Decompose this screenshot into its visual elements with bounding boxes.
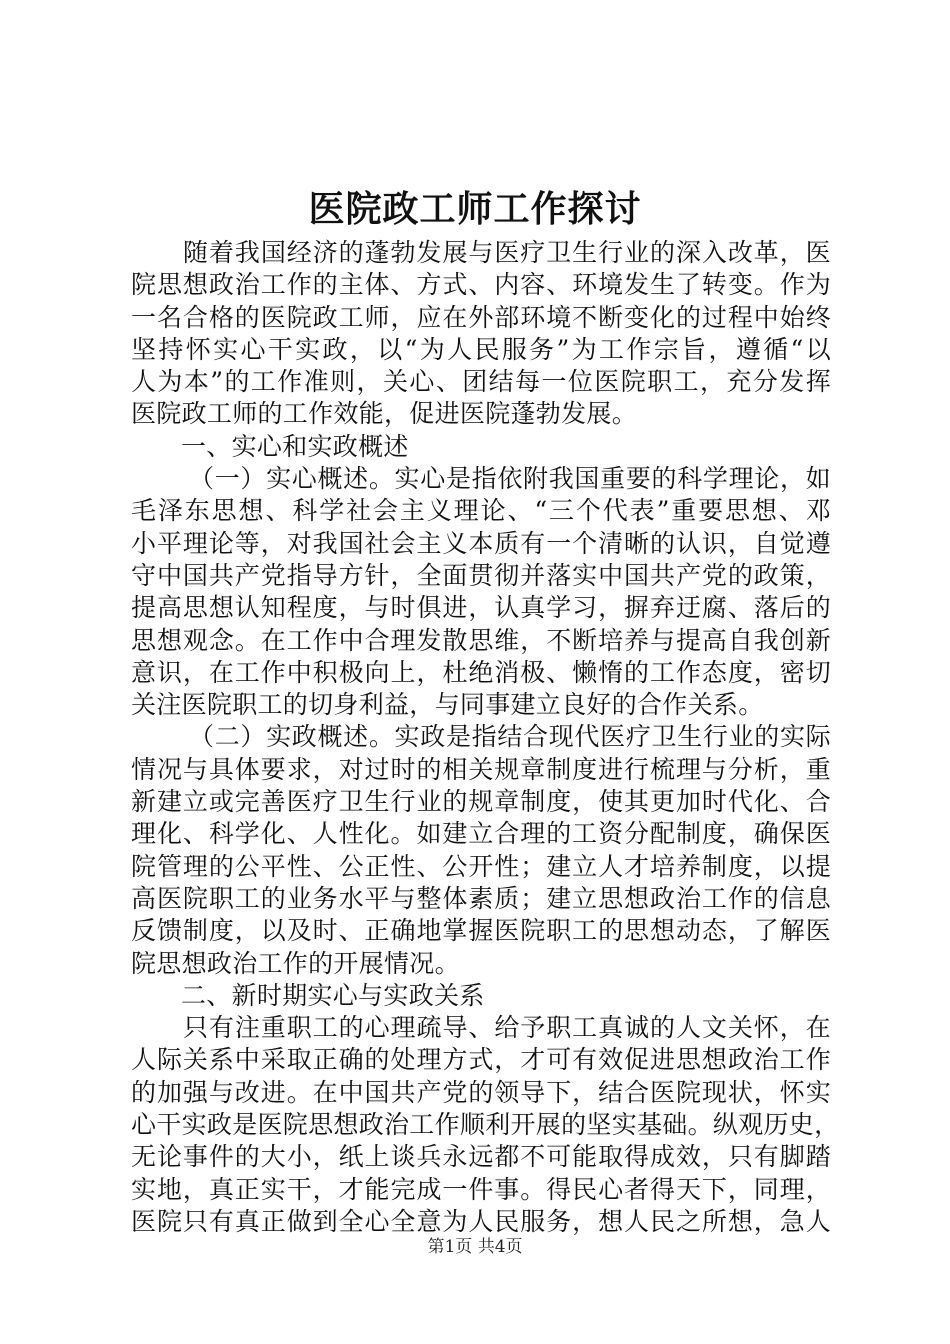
text-line: 的加强与改进。在中国共产党的领导下，结合医院现状，怀实 [131, 1077, 831, 1107]
text-line: （一）实心概述。实心是指依附我国重要的科学理论，如 [189, 464, 831, 494]
text-line: 守中国共产党指导方针，全面贯彻并落实中国共产党的政策， [131, 560, 831, 590]
text-line: 心干实政是医院思想政治工作顺利开展的坚实基础。纵观历史， [131, 1110, 840, 1140]
text-line: 随着我国经济的蓬勃发展与医疗卫生行业的深入改革，医 [183, 238, 831, 267]
text-line: 情况与具体要求，对过时的相关规章制度进行梳理与分析，重 [131, 754, 831, 784]
text-line: 新建立或完善医疗卫生行业的规章制度，使其更加时代化、合 [131, 787, 831, 817]
text-line: 高医院职工的业务水平与整体素质；建立思想政治工作的信息 [131, 883, 831, 913]
text-line: 反馈制度，以及时、正确地掌握医院职工的思想动态，了解医 [131, 916, 831, 946]
text-line: 无论事件的大小，纸上谈兵永远都不可能取得成效，只有脚踏 [131, 1142, 831, 1172]
text-line: 意识，在工作中积极向上，杜绝消极、懒惰的工作态度，密切 [131, 657, 831, 687]
text-line: 人际关系中采取正确的处理方式，才可有效促进思想政治工作 [131, 1045, 831, 1075]
text-line: 提高思想认知程度，与时俱进，认真学习，摒弃迂腐、落后的 [131, 593, 831, 623]
text-line: （二）实政概述。实政是指结合现代医疗卫生行业的实际 [189, 722, 831, 752]
text-line: 思想观念。在工作中合理发散思维，不断培养与提高自我创新 [131, 625, 831, 655]
text-line: 理化、科学化、人性化。如建立合理的工资分配制度，确保医 [131, 819, 831, 849]
section-heading: 一、实心和实政概述 [181, 431, 409, 461]
document-title: 医院政工师工作探讨 [308, 188, 642, 230]
section-heading: 二、新时期实心与实政关系 [181, 980, 485, 1010]
document-body [131, 237, 840, 1238]
text-line: 医院政工师的工作效能，促进医院蓬勃发展。 [131, 399, 638, 429]
text-line: 坚持怀实心干实政，以“为人民服务”为工作宗旨，遵循“以 [131, 334, 831, 364]
text-line: 医院只有真正做到全心全意为人民服务，想人民之所想，急人 [131, 1206, 831, 1236]
text-line: 关注医院职工的切身利益，与同事建立良好的合作关系。 [131, 690, 764, 720]
text-line: 院思想政治工作的主体、方式、内容、环境发生了转变。作为 [131, 270, 831, 300]
text-line: 一名合格的医院政工师，应在外部环境不断变化的过程中始终 [131, 302, 831, 332]
text-line: 实地，真正实干，才能完成一件事。得民心者得天下，同理， [131, 1174, 831, 1204]
text-line: 小平理论等，对我国社会主义本质有一个清晰的认识，自觉遵 [131, 528, 831, 558]
text-line: 只有注重职工的心理疏导、给予职工真诚的人文关怀，在 [183, 1013, 831, 1043]
text-line: 院管理的公平性、公正性、公开性；建立人才培养制度，以提 [131, 851, 831, 881]
text-line: 院思想政治工作的开展情况。 [131, 948, 460, 978]
text-line: 毛泽东思想、科学社会主义理论、“三个代表”重要思想、邓 [131, 496, 831, 526]
text-line: 人为本”的工作准则，关心、团结每一位医院职工，充分发挥 [131, 367, 831, 397]
page-footer: 第1页 共4页 [427, 1237, 523, 1257]
